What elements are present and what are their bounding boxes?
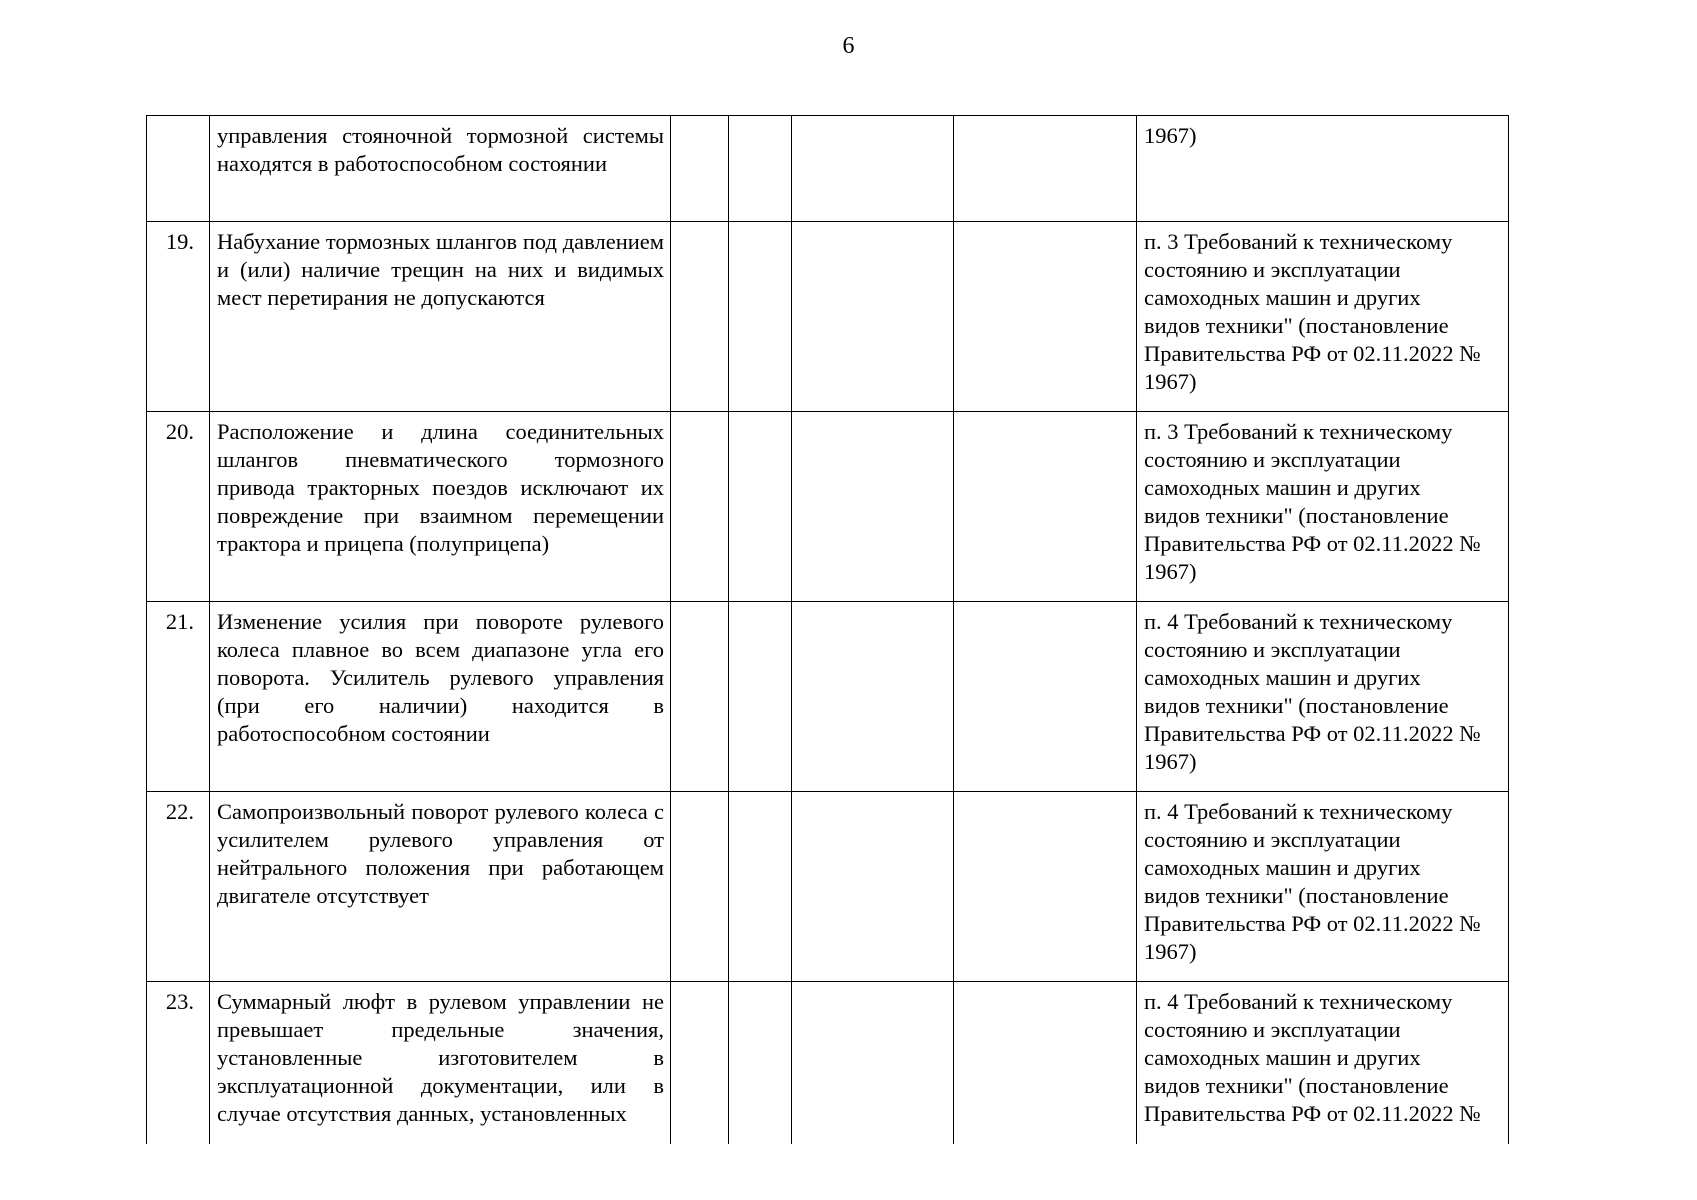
empty-cell: [671, 116, 729, 222]
row-number-text: 23.: [165, 989, 194, 1014]
empty-cell: [954, 602, 1137, 792]
empty-cell: [954, 116, 1137, 222]
empty-cell: [729, 222, 792, 412]
empty-cell: [954, 982, 1137, 1145]
empty-cell: [729, 792, 792, 982]
table-row: [147, 602, 1509, 792]
empty-cell: [729, 982, 792, 1145]
legal-reference-cell: п. 3 Требований к техническому состоянию и эксплуатации самоходных машин и других видов техники" (постановление Правительства РФ от 02.11.2022 № 1967): [1137, 222, 1509, 412]
empty-cell: [671, 982, 729, 1145]
table-row: [147, 982, 1509, 1145]
legal-reference-cell: п. 4 Требований к техническому состоянию и эксплуатации самоходных машин и других видов техники" (постановление Правительства РФ от 02.11.2022 № 1967): [1137, 792, 1509, 982]
legal-reference-cell: п. 3 Требований к техническому состоянию и эксплуатации самоходных машин и других видов техники" (постановление Правительства РФ от 02.11.2022 № 1967): [1137, 412, 1509, 602]
empty-cell: [954, 222, 1137, 412]
legal-reference-cell: 1967): [1137, 116, 1509, 222]
empty-cell: [792, 412, 954, 602]
empty-cell: [792, 222, 954, 412]
table-row: [147, 222, 1509, 412]
empty-cell: [954, 792, 1137, 982]
empty-cell: [729, 116, 792, 222]
empty-cell: [792, 792, 954, 982]
requirement-text-cell: Самопроизвольный поворот рулевого колеса с усилителем рулевого управления от нейтрального положения при работающем двигателе отсутствует: [210, 792, 671, 982]
requirement-text-cell: Расположение и длина соединительных шлангов пневматического тормозного привода тракторных поездов исключают их повреждение при взаимном перемещении трактора и прицепа (полуприцепа): [210, 412, 671, 602]
table-row: [147, 116, 1509, 222]
empty-cell: [792, 982, 954, 1145]
requirements-table: [146, 115, 1509, 1144]
requirement-text-cell: управления стояночной тормозной системы находятся в работоспособном состоянии: [210, 116, 671, 222]
row-number-cell: 20.: [147, 412, 210, 602]
table-row: [147, 412, 1509, 602]
table-row: [147, 792, 1509, 982]
empty-cell: [671, 222, 729, 412]
empty-cell: [729, 602, 792, 792]
page-number: 6: [842, 33, 855, 59]
row-number-cell: 21.: [147, 602, 210, 792]
empty-cell: [671, 792, 729, 982]
requirement-text-cell: [210, 982, 671, 1145]
requirement-text-cell: Набухание тормозных шлангов под давлением и (или) наличие трещин на них и видимых мест перетирания не допускаются: [210, 222, 671, 412]
empty-cell: [671, 602, 729, 792]
empty-cell: [671, 412, 729, 602]
legal-reference-cell: п. 4 Требований к техническому состоянию и эксплуатации самоходных машин и других видов техники" (постановление Правительства РФ от 02.11.2022 № 1967): [1137, 602, 1509, 792]
empty-cell: [792, 602, 954, 792]
requirement-text: Суммарный люфт в рулевом управлении не превышает предельные значения, установленные изготовителем в эксплуатационной документации, или в случае отсутствия данных, установленных: [217, 989, 664, 1126]
row-number-cell: [147, 982, 210, 1145]
legal-reference-cell: [1137, 982, 1509, 1145]
empty-cell: [729, 412, 792, 602]
legal-reference-text: п. 4 Требований к техническому состоянию и эксплуатации самоходных машин и других видов техники" (постановление Правительства РФ от 02.11.2022 №: [1144, 989, 1481, 1126]
requirement-text-cell: Изменение усилия при повороте рулевого колеса плавное во всем диапазоне угла его поворота. Усилитель рулевого управления (при его наличии) находится в работоспособном состоянии: [210, 602, 671, 792]
row-number-cell: 22.: [147, 792, 210, 982]
empty-cell: [954, 412, 1137, 602]
empty-cell: [792, 116, 954, 222]
row-number-cell: 19.: [147, 222, 210, 412]
row-number-cell: [147, 116, 210, 222]
